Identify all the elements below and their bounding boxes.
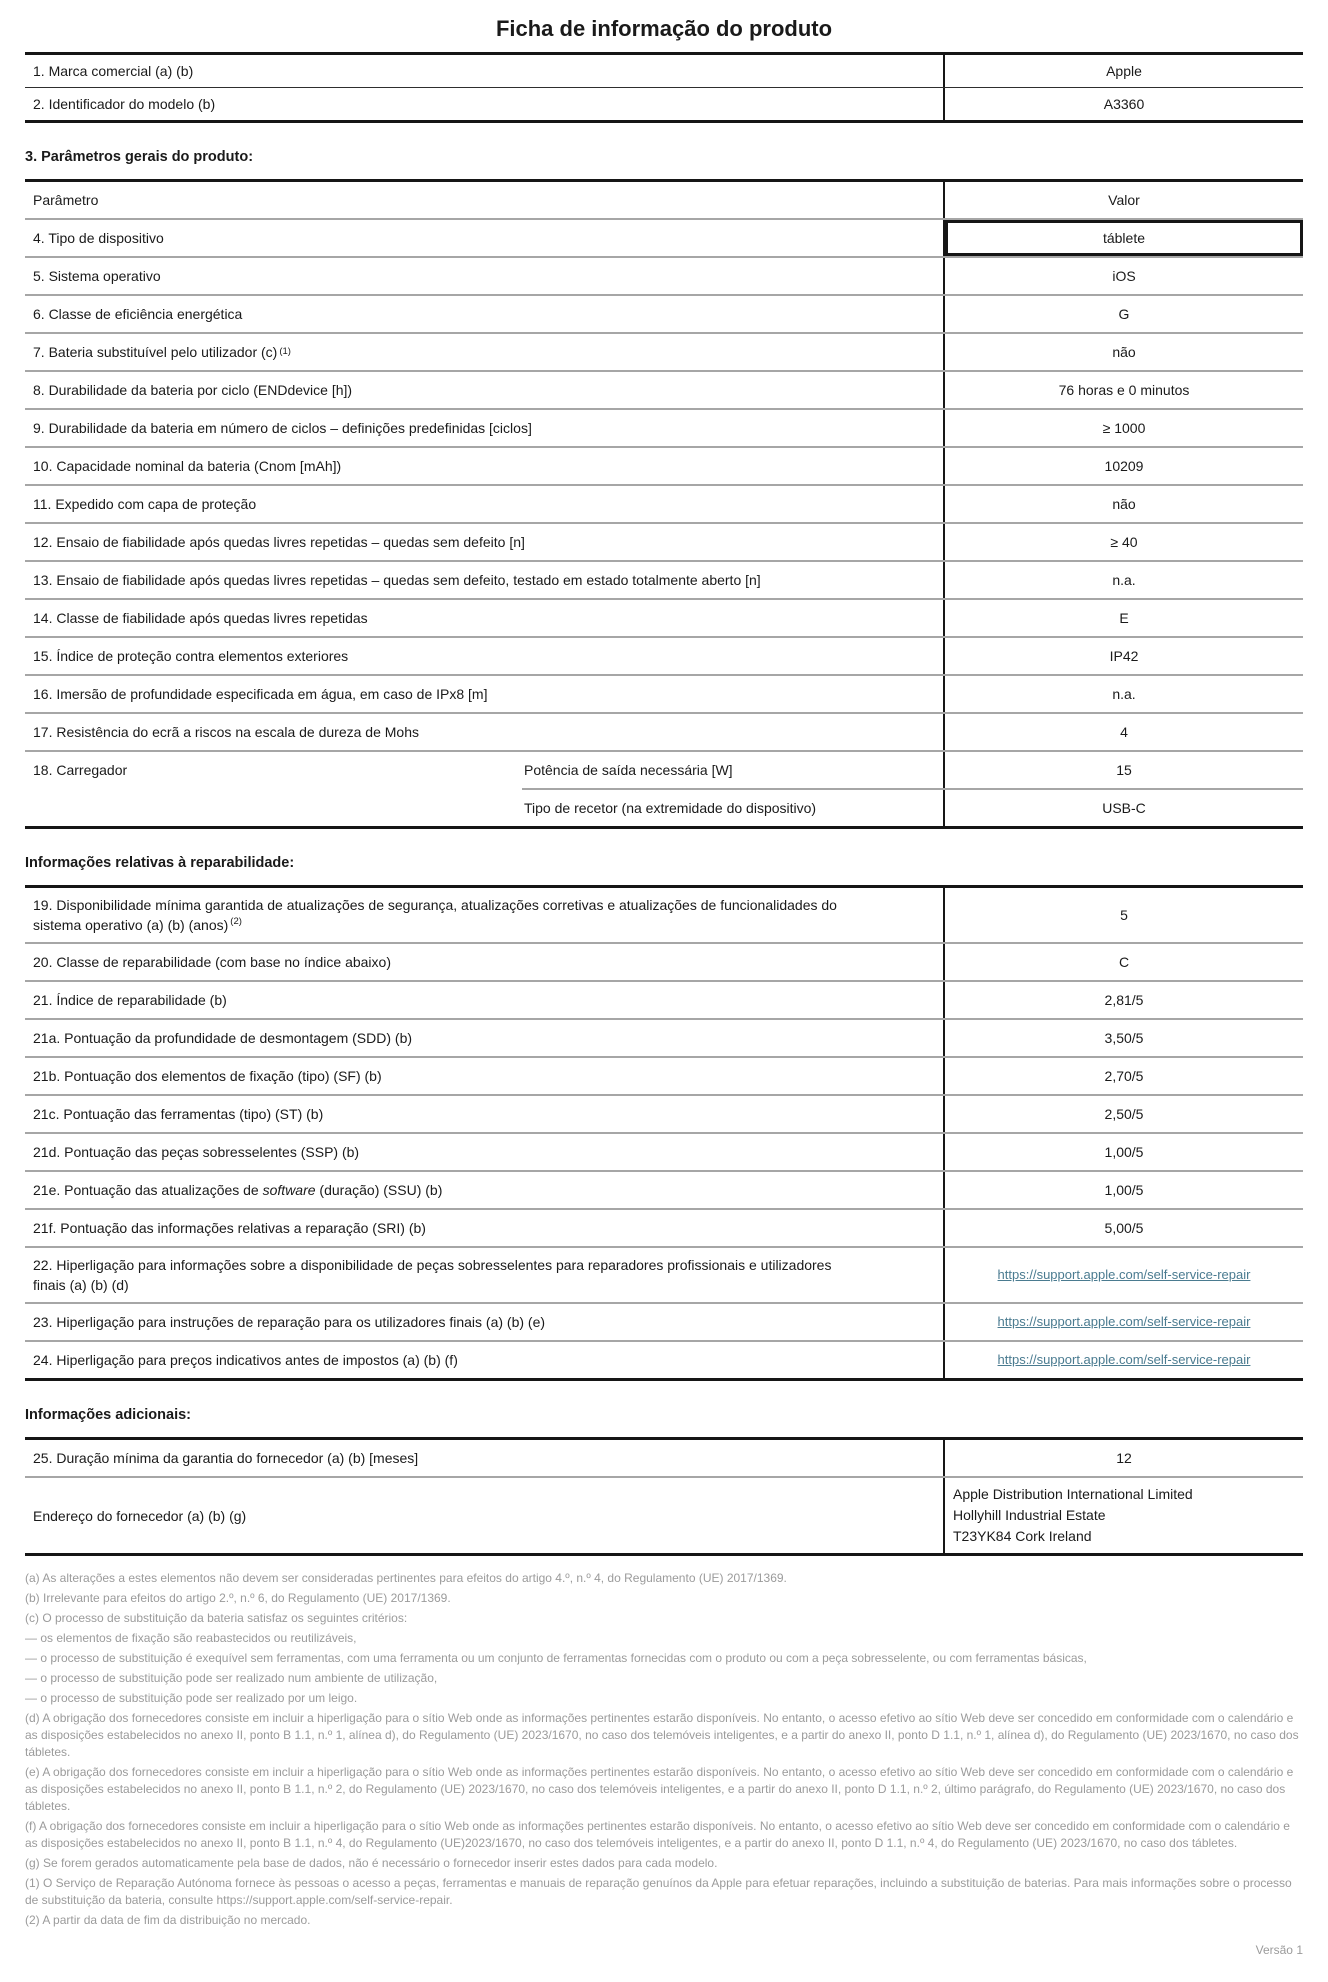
table-row (25, 294, 1303, 332)
sub-param-label: Potência de saída necessária [W] (524, 762, 733, 778)
table-row (25, 636, 1303, 674)
param-value: 15 (943, 752, 1303, 788)
footnote-ref-2: (2) (230, 916, 242, 928)
param-value: n.a. (943, 562, 1303, 598)
charger-subtable (522, 752, 1303, 826)
param-value: 2,81/5 (943, 982, 1303, 1018)
table-row (25, 1056, 1303, 1094)
footnotes-block (25, 1570, 1303, 1929)
section-heading-repairability: Informações relativas à reparabilidade: (25, 855, 295, 871)
param-label: 16. Imersão de profundidade especificada em água, em caso de IPx8 [m] (33, 686, 488, 702)
additional-information-table (25, 1437, 1303, 1556)
param-label: 21a. Pontuação da profundidade de desmontagem (SDD) (b) (33, 1030, 413, 1046)
footnote-b: (b) Irrelevante para efeitos do artigo 2.º, n.º 6, do Regulamento (UE) 2017/1369. (25, 1591, 451, 1605)
param-label: 10. Capacidade nominal da bateria (Cnom [mAh]) (33, 458, 342, 474)
table-row (25, 370, 1303, 408)
param-value-cell (943, 1248, 1303, 1302)
param-value: G (943, 296, 1303, 332)
param-label: 6. Classe de eficiência energética (33, 306, 243, 322)
param-label: 18. Carregador (33, 762, 128, 778)
param-label: 4. Tipo de dispositivo (33, 230, 164, 246)
param-label: 13. Ensaio de fiabilidade após quedas livres repetidas – quedas sem defeito, testado em estado totalmente aberto [n] (33, 572, 761, 588)
param-label: 22. Hiperligação para informações sobre a disponibilidade de peças sobresselentes para reparadores profissionais e utilizadores finais (a) (b) (d) (33, 1257, 832, 1293)
self-service-repair-link[interactable]: https://support.apple.com/self-service-repair (997, 1314, 1251, 1329)
address-line: Hollyhill Industrial Estate (953, 1507, 1106, 1523)
param-value-cell (943, 1304, 1303, 1340)
table-row (25, 888, 1303, 942)
param-value: E (943, 600, 1303, 636)
table-row (25, 1440, 1303, 1476)
param-label-text (33, 895, 863, 935)
footnote-f: (f) A obrigação dos fornecedores consiste em incluir a hiperligação para o sítio Web onde as informações pertinentes estarão disponíveis. No entanto, o acesso efetivo ao sítio Web deve ser concedido em conformidade com o calendário e as disposições estabelecidos no anexo II, ponto B 1.1, n.º 4, do Regulamento (UE)2023/1670, no caso dos telemóveis inteligentes, e a partir do anexo II, ponto D 1.1, n.º 4, do Regulamento (UE) 2023/1670, no caso dos tábletes. (25, 1819, 1290, 1850)
table-row (25, 712, 1303, 750)
param-label: Endereço do fornecedor (a) (b) (g) (33, 1507, 247, 1524)
param-label (25, 888, 943, 942)
self-service-repair-link[interactable]: https://support.apple.com/self-service-repair (997, 1267, 1251, 1282)
label-prefix: 21e. Pontuação das atualizações de (33, 1182, 263, 1198)
label-suffix: (duração) (SSU) (b) (315, 1182, 443, 1198)
param-value: ≥ 1000 (943, 410, 1303, 446)
param-value: C (943, 944, 1303, 980)
param-label: 8. Durabilidade da bateria por ciclo (ENDdevice [h]) (33, 382, 353, 398)
self-service-repair-link[interactable]: https://support.apple.com/self-service-repair (997, 1352, 1251, 1367)
param-value: IP42 (943, 638, 1303, 674)
param-value: 76 horas e 0 minutos (943, 372, 1303, 408)
identification-table (25, 52, 1303, 123)
param-value: 10209 (943, 448, 1303, 484)
param-label: 24. Hiperligação para preços indicativos antes de impostos (a) (b) (f) (33, 1352, 458, 1368)
table-row (25, 408, 1303, 446)
footnote-2: (2) A partir da data de fim da distribuição no mercado. (25, 1913, 311, 1927)
table-header-row (25, 182, 1303, 218)
table-row (25, 522, 1303, 560)
supplier-address-row (25, 1476, 1303, 1553)
param-label: 1. Marca comercial (a) (b) (33, 63, 194, 79)
table-row (25, 1018, 1303, 1056)
param-value: 3,50/5 (943, 1020, 1303, 1056)
table-row (25, 1094, 1303, 1132)
param-value-cell (943, 1342, 1303, 1378)
param-value: iOS (943, 258, 1303, 294)
table-row (25, 1208, 1303, 1246)
param-label: 21. Índice de reparabilidade (b) (33, 992, 227, 1008)
charger-subrow (522, 788, 1303, 826)
table-row (25, 446, 1303, 484)
param-value: 12 (943, 1440, 1303, 1476)
footnote-c-criterion: — o processo de substituição é exequível sem ferramentas, com uma ferramenta ou um conjunto de ferramentas fornecidas com o produto ou com a peça sobresselente, ou com ferramentas básicas, (25, 1651, 1087, 1665)
param-value: 1,00/5 (943, 1134, 1303, 1170)
table-row (25, 256, 1303, 294)
param-value: A3360 (943, 88, 1303, 120)
table-row (25, 674, 1303, 712)
param-label: 21f. Pontuação das informações relativas a reparação (SRI) (b) (33, 1220, 426, 1236)
footnote-c-criterion: — o processo de substituição pode ser realizado num ambiente de utilização, (25, 1671, 438, 1685)
param-label: 2. Identificador do modelo (b) (33, 96, 216, 112)
general-parameters-table (25, 179, 1303, 829)
supplier-address-value (943, 1478, 1303, 1553)
sub-param-label: Tipo de recetor (na extremidade do dispositivo) (524, 800, 817, 816)
footnote-a: (a) As alterações a estes elementos não devem ser consideradas pertinentes para efeitos do artigo 4.º, n.º 4, do Regulamento (UE) 2017/1369. (25, 1571, 787, 1585)
param-label: 11. Expedido com capa de proteção (33, 496, 257, 512)
section-heading-general-parameters: 3. Parâmetros gerais do produto: (25, 149, 254, 165)
table-row (25, 598, 1303, 636)
table-row (25, 1246, 1303, 1302)
table-row (25, 55, 1303, 87)
version-label: Versão 1 (1255, 1943, 1303, 1957)
footnote-1: (1) O Serviço de Reparação Autónoma fornece às pessoas o acesso a peças, ferramentas e manuais de reparação genuínos da Apple para efetuar reparações, incluindo a substituição de baterias. Para mais informações sobre o processo de substituição da bateria, consulte https://support.apple.com/self-service-repair. (25, 1876, 1292, 1907)
table-row (25, 484, 1303, 522)
param-label: 12. Ensaio de fiabilidade após quedas livres repetidas – quedas sem defeito [n] (33, 534, 525, 550)
param-label: 17. Resistência do ecrã a riscos na escala de dureza de Mohs (33, 724, 419, 740)
column-header-value: Valor (943, 182, 1303, 218)
param-label: 21c. Pontuação das ferramentas (tipo) (ST) (b) (33, 1106, 324, 1122)
table-row (25, 1340, 1303, 1378)
address-line: T23YK84 Cork Ireland (953, 1528, 1092, 1544)
section-heading-additional: Informações adicionais: (25, 1407, 191, 1423)
table-row (25, 1170, 1303, 1208)
table-row (25, 218, 1303, 256)
param-value: 5 (943, 888, 1303, 942)
param-value: 5,00/5 (943, 1210, 1303, 1246)
footnote-c: (c) O processo de substituição da bateria satisfaz os seguintes critérios: (25, 1611, 408, 1625)
address-line: Apple Distribution International Limited (953, 1486, 1193, 1502)
table-row (25, 980, 1303, 1018)
charger-row (25, 750, 1303, 826)
param-value: 4 (943, 714, 1303, 750)
param-value: 1,00/5 (943, 1172, 1303, 1208)
table-row (25, 1302, 1303, 1340)
footnote-e: (e) A obrigação dos fornecedores consiste em incluir a hiperligação para o sítio Web onde as informações pertinentes estarão disponíveis. No entanto, o acesso efetivo ao sítio Web deve ser concedido em conformidade com o calendário e as disposições estabelecidos no anexo II, ponto B 1.1, n.º 2, do Regulamento (UE) 2023/1670, no caso dos telemóveis inteligentes, e a partir do anexo II, ponto D 1.1, n.º 2, último parágrafo, do Regulamento (UE) 2023/1670, no caso dos tábletes. (25, 1765, 1294, 1813)
table-row (25, 560, 1303, 598)
table-row (25, 1132, 1303, 1170)
param-label: 14. Classe de fiabilidade após quedas livres repetidas (33, 610, 368, 626)
footnote-d: (d) A obrigação dos fornecedores consiste em incluir a hiperligação para o sítio Web onde as informações pertinentes estarão disponíveis. No entanto, o acesso efetivo ao sítio Web deve ser concedido em conformidade com o calendário e as disposições estabelecidos no anexo II, ponto B 1.1, n.º 1, alínea d), do Regulamento (UE) 2023/1670, no caso dos telemóveis inteligentes, e a partir do anexo II, ponto D 1.1, n.º 1, alínea d), do Regulamento (UE) 2023/1670, no caso dos tábletes. (25, 1711, 1299, 1759)
param-label: 23. Hiperligação para instruções de reparação para os utilizadores finais (a) (b) (e) (33, 1314, 546, 1330)
footnote-c-criterion: — os elementos de fixação são reabastecidos ou reutilizáveis, (25, 1631, 357, 1645)
page-title: Ficha de informação do produto (495, 16, 833, 41)
param-label-main: 19. Disponibilidade mínima garantida de atualizações de segurança, atualizações corretivas e atualizações de funcionalidades do sistema operativo (a) (b) (anos) (33, 897, 837, 933)
table-row (25, 87, 1303, 120)
param-label: 9. Durabilidade da bateria em número de ciclos – definições predefinidas [ciclos] (33, 420, 532, 436)
table-row (25, 942, 1303, 980)
param-label: 21b. Pontuação dos elementos de fixação (tipo) (SF) (b) (33, 1068, 382, 1084)
param-value: 2,70/5 (943, 1058, 1303, 1094)
param-value: ≥ 40 (943, 524, 1303, 560)
param-label-text: 7. Bateria substituível pelo utilizador (c) (33, 344, 278, 360)
charger-subrow (522, 752, 1303, 788)
param-label: 7. Bateria substituível pelo utilizador (c) (1) (33, 344, 291, 360)
param-value: 2,50/5 (943, 1096, 1303, 1132)
param-label: 20. Classe de reparabilidade (com base no índice abaixo) (33, 954, 391, 970)
footnote-g: (g) Se forem gerados automaticamente pela base de dados, não é necessário o fornecedor inserir estes dados para cada modelo. (25, 1856, 718, 1870)
param-label: 15. Índice de proteção contra elementos exteriores (33, 648, 349, 664)
param-value: não (943, 334, 1303, 370)
table-row (25, 332, 1303, 370)
param-label: 25. Duração mínima da garantia do fornecedor (a) (b) [meses] (33, 1450, 419, 1466)
repairability-table (25, 885, 1303, 1381)
param-value-highlighted: táblete (943, 220, 1303, 256)
column-header-parameter: Parâmetro (33, 192, 99, 208)
param-value: USB-C (943, 790, 1303, 826)
label-italic-term: software (262, 1182, 316, 1198)
param-label: 5. Sistema operativo (33, 268, 161, 284)
param-label (25, 1172, 943, 1208)
param-value: Apple (943, 55, 1303, 87)
param-value: n.a. (943, 676, 1303, 712)
param-value: não (943, 486, 1303, 522)
param-label: 21d. Pontuação das peças sobresselentes (SSP) (b) (33, 1144, 360, 1160)
param-label-text (33, 1180, 442, 1200)
footnote-c-criterion: — o processo de substituição pode ser realizado por um leigo. (25, 1691, 358, 1705)
